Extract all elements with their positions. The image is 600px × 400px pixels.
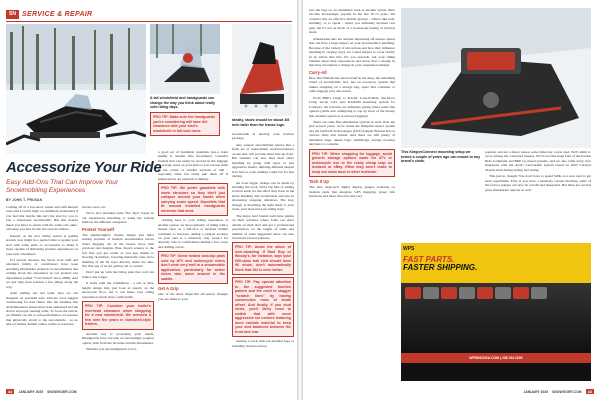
paragraph: The new, high-tech digital display gauges available on modern sleds that integrate GPS mapping, group ride functions and more have become very [309, 185, 395, 199]
ad-product [477, 287, 493, 299]
right-page [303, 0, 600, 400]
caption-mount: This KimpexConnect mounting setup we tested a couple of years ago can mount to any brand's sleds. [401, 150, 481, 164]
ad-brand: WPS [403, 246, 415, 252]
pro-tip-4: PRO TIP: Avoid the allure of over-studding. If Stud Boy or Woody's, for instance, says your 600-class trail sled should have 96 studs, don't automatically think that 192 is even better. [232, 242, 294, 275]
hero-photo [6, 24, 146, 154]
paragraph: It starts with the windshield - a tall or mid-height design may just look as snazzy on the showroom floor, but it can make your riding experiences much more comfortable. [82, 281, 154, 299]
paragraph: After pulling our test team, here are our thoughts on potential easy add-ons we'd suggest considering for trail riders. Our list assumes that all maintenance issues have been addressed and the sled is in proper running order. To focus the article, we limited our list to non-performance accessories that physically attach to the snowmobile - so no add-on dollies, helmet radios, trailer accessories, [6, 291, 78, 327]
paragraph: service tools, etc. [82, 205, 107, 209]
ad-product [495, 287, 511, 299]
paragraph: An even bigger change can be made by studding the track. We're big fans of adding traction studs for the effect they have in the sled's handling and acceleration and also in shortening stopping distances. The key, though, is matching the right studs to your track, your sled and your riding style. [232, 180, 294, 212]
subhead-protect: Protect Yourself [82, 226, 114, 232]
ad-product [531, 287, 547, 299]
paragraph: a good set of handlebar gauntlets (a.k.a. hand muffs) is another fine investment. Consider models that can easily be stowed in the luggage or storage areas on your sled so you can use them in the colder or windier sections of trail - especially latter but easily pull them off if temperatures are pleasant at midday. [158, 150, 228, 181]
ad-headline-1: FAST PARTS. [403, 255, 455, 264]
body-column-2 [82, 205, 154, 385]
section-title: SERVICE & REPAIR [22, 10, 93, 18]
page-number-left: 42 [8, 389, 13, 394]
paragraph: into the lugs on an unstudded track is another option that's become increasingly popular in the last 10-15 years. We consider this an effective middle ground - almost like half-studding, so to speak - where you definitely increase rear grip, but it's not as much of a hooked-up feeling as traction studs. [309, 8, 395, 35]
left-page [0, 0, 297, 400]
mount-photo [401, 8, 591, 148]
paragraph: Getting a track with pre-studded lugs or installing traction screws [232, 339, 294, 348]
section-header [6, 9, 92, 19]
footer-site-right: SNOWGOER.COM [552, 389, 582, 394]
paragraph: Instead, as the new riding season is getting started, now might be a perfect time to update your sled with some parts or accessories to make it more capable of delivering positive experiences on your next adventures. [6, 233, 78, 256]
sled-photo [232, 24, 292, 116]
caption-sled: Ideally, studs should be about 3/8 inch taller than the tracks lugs. [232, 118, 290, 127]
paragraph: Any veteran snowmobiler knows that a fresh set of replacement wearbars/runners on the skis will provide more bite up front. But sledders can also alter their sled's handling by going with more or less aggressive inserts, utilizing different shaped host bars or even running a split bar for less darting. [232, 142, 294, 179]
pro-tip-6: PRO TIP: When shopping for luggage, avoid generic storage options made for ATV or motorcycle use or the really cheap crap on Amazon or eBay. Often they aren't make to keep out snow dust or other moisture. [309, 149, 395, 178]
subhead-grip: Get A Grip [158, 286, 179, 292]
paragraph: popular, and are a major reason some folks buy a new sled. We'll admit it, we're among the converted masses. We've become huge fans of the Polaris Ride Command and BRP Go-based systems, and we also came away very impressed with the Arctic Cat/Garmin system found on 2025 Catalyst chassis sleds during testing last spring. [485, 150, 591, 172]
ad-product [423, 287, 439, 299]
windshield-photo [150, 24, 220, 94]
paragraph: The major stud brands each have guides on their websites where folks can enter details on their sled and get a professional prescription on the length of studs and number of studs suggested; there can also download traction patterns. [232, 213, 294, 240]
ad-headline-2: FASTER SHIPPING. [403, 263, 478, 272]
paragraph: From BRP's Lin@ to Polaris' Lock-N-Ride, Ski-Doo's LinQ, Arctic Cat's new RAXZM mounting system for Catalysts, the factories are definitely giving riders some fine options (while also attempting to sop up most of the money that sledders spend on accessory luggage). [309, 95, 395, 118]
pro-tip-3: PRO TIP: Some heated seat-top pads sold by ATV and motorcycle riders don't work very well in a snowmobile application, particularly for active riders who move around in the saddle. [158, 251, 228, 284]
paragraph: Don't put up with the biting pain that cold can induce any longer. [82, 270, 154, 279]
paragraph: There are some fine aftermarket options as well. Over the past several years, we've tested the KimpexConnect system and the UpNorth Technologies (UnT) Adapter Bracket Kit on various sleds and brands. And there are still plenty of handlebar bags, tunnel bags, saddlebags, storage pouches and more to consider. [309, 119, 395, 147]
left-footer [6, 389, 77, 394]
pro-tip-trailer: PRO TIP: Consider your trailer's overhead clearance when shopping for a new windshield. We wrecked a few over the years in clamshell-style trailers. [82, 301, 154, 330]
paragraph: Coming off of a low-snow winter and with interest rates still a tad bit high, we definitely understand if you feel that maybe this isn't the year for you to buy a brand-new snowmobile. But that doesn't mean you have to return with the same-old, same-old setup you had for the last several winters. [6, 205, 78, 232]
paragraph: For several decades, the Snow Goer staff and extended family of contributors have been attaching aftermarket products to snowmobiles and writing about the experience in our product test department (called "Cold Tested" since 2006). And we just may have learned a few things along the way. [6, 257, 78, 289]
body-column-3 [158, 150, 228, 385]
paragraph: Whether you use handguards or not, [86, 347, 137, 352]
paragraph: Another key is protecting your hands. Handguards have become an increasingly popular option, both from the factories and the aftermarket. [82, 331, 154, 345]
section-rule [6, 21, 292, 22]
ad-url[interactable]: WPSINCUSA.COM | 208.762.2200 [401, 353, 591, 363]
footer-date-left: JANUARY 2025 [18, 389, 44, 394]
deck: Easy Add-Ons That Can Improve Your Snowmobiling Experiences [6, 179, 119, 194]
body-column-5 [309, 8, 395, 383]
subhead-carry: Carry-All [309, 69, 327, 75]
footer-date-right: JANUARY 2025 [523, 389, 549, 394]
pro-tip-5: PRO TIP: Pay special attention to the suggested traction pattern and the need to stagger "scratch lines" by having consecutive rows of studs offset. And finally, if you stud sleds, you'll likely need to switch that with more aggressive ski runners featuring more carbide material to keep your sled balanced between the front and rear. [232, 277, 294, 337]
subhead-tech: Tech It Up [309, 179, 329, 185]
page-number-right: 43 [587, 389, 592, 394]
pro-tip-2: PRO TIP: We prefer gauntlets with some structure so they don't just collapse around your hands when carrying some speed. Gauntlets that fit around installed handguards minimize that need. [158, 183, 228, 216]
byline: BY JOHN T. PRUSAK [6, 198, 43, 202]
ad-product [405, 287, 421, 299]
caption-windshield: A tall windshield and handguards can change the way you think about really cold riding days. [150, 96, 215, 110]
ad-product-grid [401, 283, 591, 353]
paragraph: snowmobile is altering your traction package. [232, 132, 294, 141]
paragraph: Aftermarket skis are another interesting off-season option that can have a huge impact on your snowmobile's handling. Because of the variety of ski options and how they influence handling in varying ways, it's a hard subject to cover briefly in an article like this. Do you research, ask your riding buddies about their experiences and know that a change in skis may necessitate a change in your suspension settings. [309, 36, 395, 68]
paragraph: We've also included some "Pro Tips" based on our experiences installing or using the various items in the different categories. [82, 211, 154, 225]
paragraph: Adding heat to your riding experience is another option. As the popularity of riding with a heated visor on a full-face or modular helmet continues to increase, adding a plug-in location on your sled is a relatively easy project for anybody who is comfortable running a few wires and drilling a hole. [158, 218, 228, 249]
headline: Accessorize Your Ride [6, 159, 162, 176]
ad-product [513, 287, 529, 299]
body-column-6 [485, 150, 591, 240]
section-logo: SN [6, 10, 19, 19]
footer-site-left: SNOWGOER.COM [47, 389, 77, 394]
paragraph: This just in, though: You don't have to spend $20k on a new sled to get such capabilities. First, if you have a relatively current machine, some of the factory gauges can now be retrofit and integrated. But there are several great aftermarket options as well. [485, 174, 591, 192]
paragraph: One of the most impactful off-season changes you can make to your [158, 292, 228, 301]
ad-product [441, 287, 457, 299]
body-column-1 [6, 205, 78, 385]
paragraph: The smaller/lighter chassis design and taller seating position of modern snowmobiles leaves riders hugging out in the breeze more than previous sled designs. Plus, there's science to the fact that you get colder as you age, thanks to slowing circulation, lowering metabolic rates and a thinning of the fat layer directly under the skin. Not that any of us are getting old or course! [82, 232, 154, 268]
ad-wps[interactable] [401, 243, 591, 381]
pro-tip-1: PRO TIP: Make sure the handguards you're considering will have full clearance with your sled's windshield in full-lock turns. [150, 112, 220, 136]
paragraph: How that Yamaha has shown itself in the deep, the remaining brand of snowmobile now has an accessory system that makes strapping on a storage bag, spare fuel container or other luggage easy and secure. [309, 75, 395, 94]
body-column-4 [232, 132, 294, 382]
ad-product [459, 287, 475, 299]
right-footer [523, 389, 594, 394]
